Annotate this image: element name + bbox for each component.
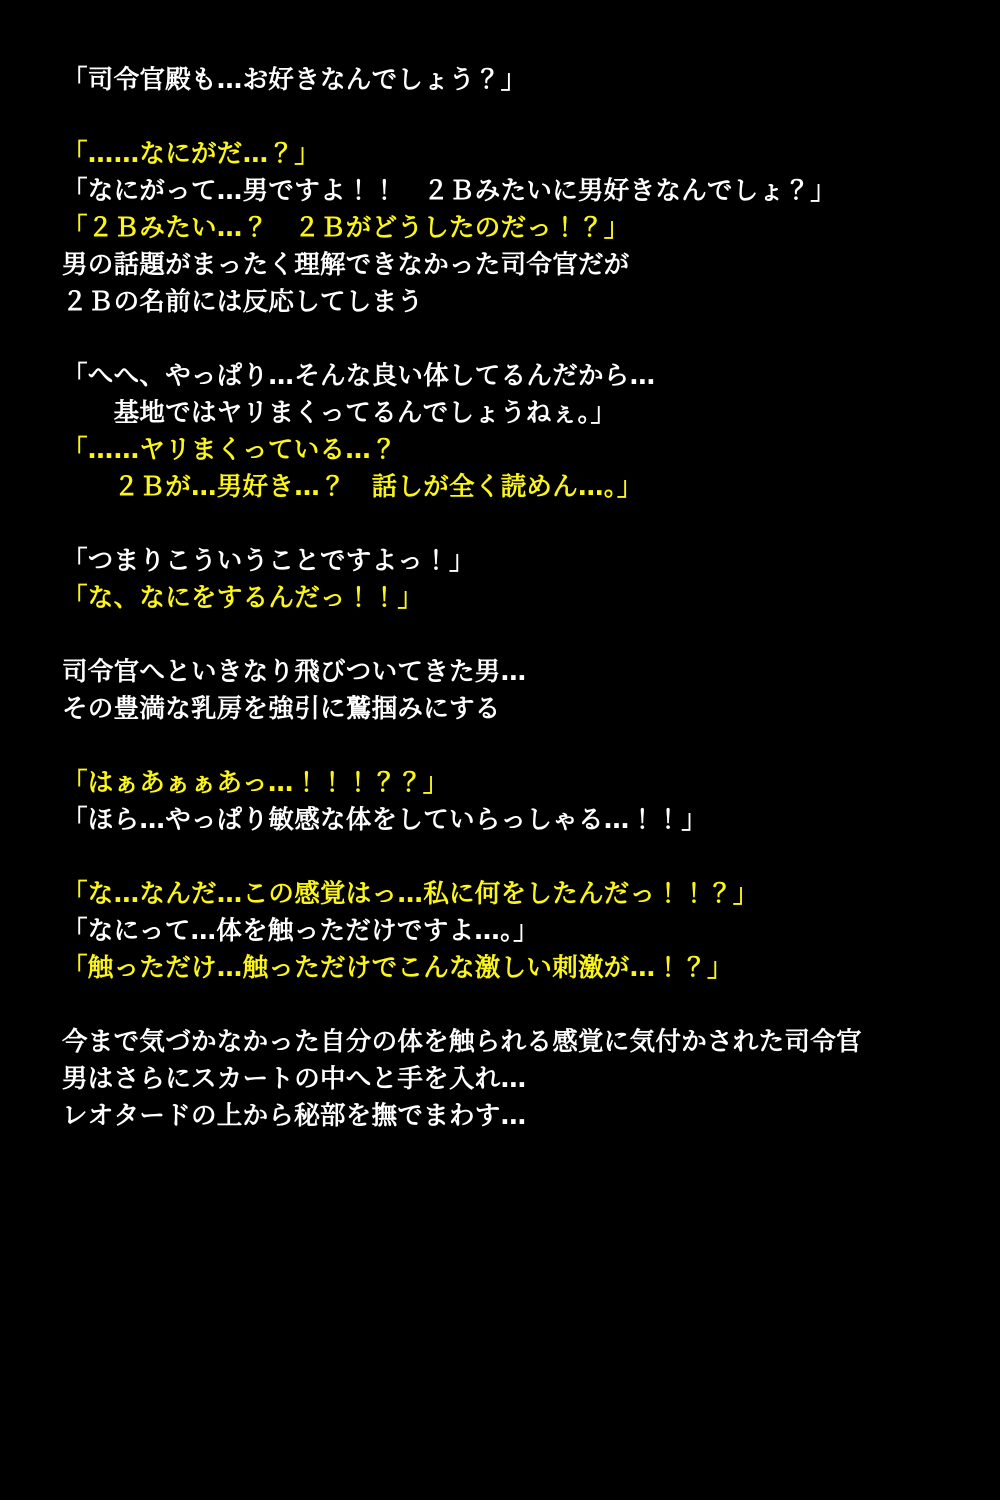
story-line: 「……ヤリまくっている…？ xyxy=(62,435,397,465)
story-line: 「なにがって…男ですよ！！ ２Ｂみたいに男好きなんでしょ？」 xyxy=(62,176,837,206)
story-line: 「２Ｂみたい…？ ２Ｂがどうしたのだっ！？」 xyxy=(62,213,630,243)
text-spacer xyxy=(62,321,962,358)
story-line: ２Ｂが…男好き…？ 話しが全く読めん…。」 xyxy=(62,472,643,502)
story-line: 「触っただけ…触っただけでこんな激しい刺激が…！？」 xyxy=(62,953,733,983)
story-line: 男の話題がまったく理解できなかった司令官だが xyxy=(62,250,630,280)
text-spacer xyxy=(62,506,962,543)
story-line: 基地ではヤリまくってるんでしょうねぇ。」 xyxy=(62,398,617,428)
story-line: 「なにって…体を触っただけですよ…。」 xyxy=(62,916,539,946)
story-line: 「ほら…やっぱり敏感な体をしていらっしゃる…！！」 xyxy=(62,805,708,835)
story-line: その豊満な乳房を強引に鷲掴みにする xyxy=(62,694,501,724)
text-spacer xyxy=(62,99,962,136)
story-line: 「へへ、やっぱり…そんな良い体してるんだから… xyxy=(62,361,656,391)
story-text-block xyxy=(62,62,962,1135)
story-line: レオタードの上から秘部を撫でまわす… xyxy=(62,1101,527,1131)
text-spacer xyxy=(62,728,962,765)
story-line: 「な…なんだ…この感覚はっ…私に何をしたんだっ！！？」 xyxy=(62,879,759,909)
text-spacer xyxy=(62,987,962,1024)
story-line: 「つまりこういうことですよっ！」 xyxy=(62,546,475,576)
story-line: 「司令官殿も…お好きなんでしょう？」 xyxy=(62,65,527,95)
story-line: ２Ｂの名前には反応してしまう xyxy=(62,287,424,317)
story-line: 「……なにがだ…？」 xyxy=(62,139,321,169)
story-line: 「な、なにをするんだっ！！」 xyxy=(62,583,424,613)
story-line: 男はさらにスカートの中へと手を入れ… xyxy=(62,1064,527,1094)
story-line: 今まで気づかなかった自分の体を触られる感覚に気付かされた司令官 xyxy=(62,1027,862,1057)
story-line: 司令官へといきなり飛びついてきた男… xyxy=(62,657,527,687)
text-spacer xyxy=(62,617,962,654)
text-spacer xyxy=(62,839,962,876)
story-line: 「はぁあぁぁあっ…！！！？？」 xyxy=(62,768,449,798)
